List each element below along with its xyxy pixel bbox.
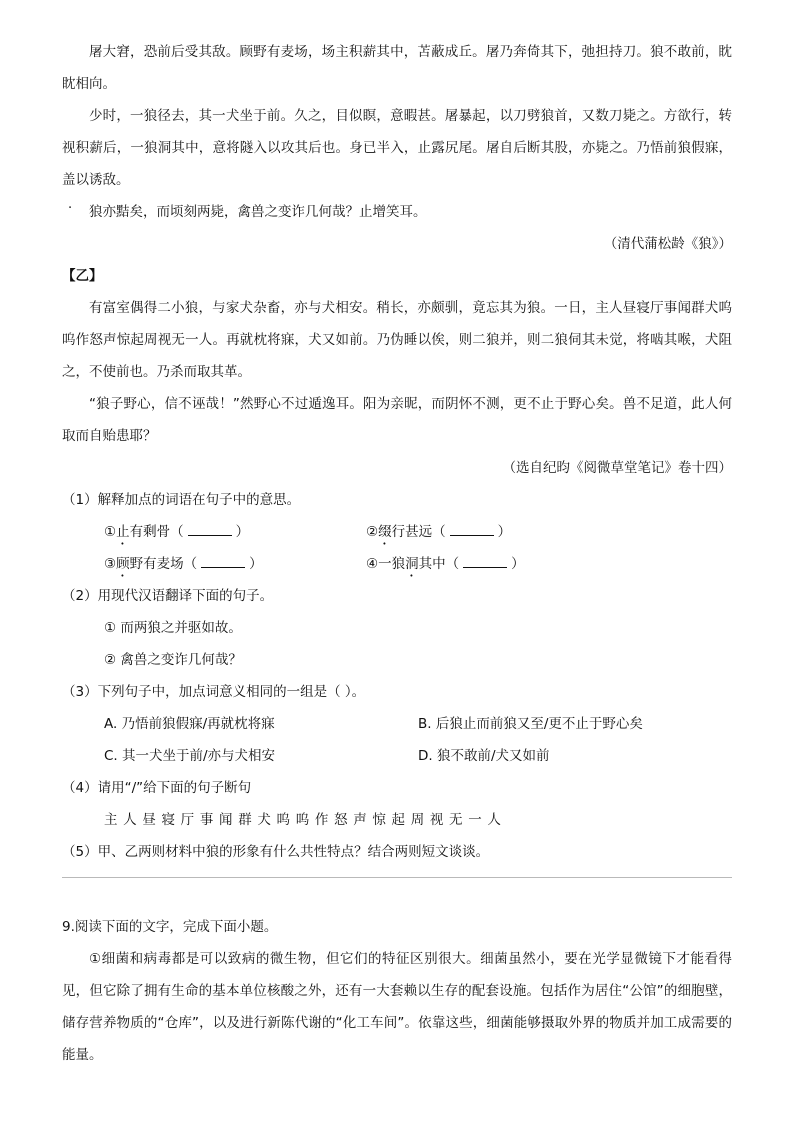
- dotted-word: 止: [116, 524, 130, 540]
- question-4-stem: （4）请用“/”给下面的句子断句: [62, 780, 252, 796]
- section-divider: [62, 877, 732, 878]
- q1-item-3: ③顾野有麦场（ ）: [104, 556, 263, 572]
- question-1-row-2: [62, 548, 732, 580]
- question-1-stem: （1）解释加点的词语在句子中的意思。: [62, 492, 301, 508]
- yi-label: 【乙】: [62, 268, 103, 284]
- q3-option-c[interactable]: C. 其一犬坐于前/亦与犬相安: [104, 748, 276, 764]
- answer-blank[interactable]: [463, 555, 507, 568]
- q4-sentence: 主人昼寝厅事闻群犬呜呜作怒声惊起周视无一人: [104, 812, 507, 828]
- yi-paragraph-1: 有富室偶得二小狼，与家犬杂畜，亦与犬相安。稍长，亦颇驯，竟忘其为狼。一日，主人昼寝厅事闻群犬呜呜作怒声惊起周视无一人。再就枕将寐，犬又如前。乃伪睡以俟，则二狼并，则二狼伺其未觉，将啮其喉，犬阻之，不使前也。乃杀而取其革。: [62, 300, 732, 380]
- jia-paragraph-2: 少时，一狼径去，其一犬坐于前。久之，目似瞑，意暇甚。屠暴起，以刀劈狼首，又数刀毙之。方欲行，转视积薪后，一狼洞其中，意将隧入以攻其后也。身已半入，止露尻尾。屠自后断其股，亦毙之。乃悟前狼假寐，盖以诱敌。: [62, 108, 732, 188]
- answer-blank[interactable]: [188, 523, 232, 536]
- question-1-row-1: [62, 516, 732, 548]
- dotted-word: 缀: [378, 524, 392, 540]
- q3-option-d[interactable]: D. 狼不敢前/犬又如前: [418, 748, 550, 764]
- q2-sentence-2: ② 禽兽之变诈几何哉？: [104, 652, 242, 668]
- q9-paragraph-1: ①细菌和病毒都是可以致病的微生物，但它们的特征区别很大。细菌虽然小，要在光学显微镜下才能看得见，但它除了拥有生命的基本单位核酸之外，还有一大套赖以生存的配套设施。包括作为居住“公馆”的细胞壁，储存营养物质的“仓库”，以及进行新陈代谢的“化工车间”。依靠这些，细菌能够摄取外界的物质并加工成需要的能量。: [62, 951, 732, 1063]
- bullet-dot: ·: [68, 201, 73, 216]
- yi-source: （选自纪昀《阅微草堂笔记》卷十四）: [502, 460, 732, 476]
- answer-blank[interactable]: [201, 555, 245, 568]
- q3-option-b[interactable]: B. 后狼止而前狼又至/更不止于野心矣: [418, 716, 643, 732]
- question-5-stem: （5）甲、乙两则材料中狼的形象有什么共性特点？结合两则短文谈谈。: [62, 844, 490, 860]
- q3-row-2: [62, 740, 732, 772]
- dotted-word: 顾: [116, 556, 130, 572]
- answer-blank[interactable]: [450, 523, 494, 536]
- question-3-stem: （3）下列句子中，加点词意义相同的一组是（ ）。: [62, 684, 366, 700]
- q2-sentence-1: ① 而两狼之并驱如故。: [104, 620, 242, 636]
- dotted-word: 洞: [405, 556, 419, 572]
- jia-source: （清代蒲松龄《狼》）: [603, 236, 732, 252]
- jia-passage: [62, 36, 732, 868]
- q3-option-a[interactable]: A. 乃悟前狼假寐/再就枕将寐: [104, 716, 275, 732]
- question-2-stem: （2）用现代汉语翻译下面的句子。: [62, 588, 274, 604]
- jia-paragraph-1: 屠大窘，恐前后受其敌。顾野有麦场，场主积薪其中，苫蔽成丘。屠乃奔倚其下，弛担持刀。狼不敢前，眈眈相向。: [62, 44, 732, 92]
- question-9-title: 9.阅读下面的文字，完成下面小题。: [62, 919, 278, 935]
- question-9-section: [62, 911, 732, 1071]
- q1-item-2: ②缀行甚远（ ）: [366, 524, 512, 540]
- q1-item-1: ①止有剩骨（ ）: [104, 524, 250, 540]
- jia-paragraph-3: 狼亦黠矣，而顷刻两毙，禽兽之变诈几何哉？止增笑耳。: [89, 204, 427, 220]
- q1-item-4: ④一狼洞其中（ ）: [366, 556, 525, 572]
- yi-paragraph-2: “狼子野心，信不诬哉！”然野心不过遁逸耳。阳为亲昵，而阴怀不测，更不止于野心矣。兽不足道，此人何取而自贻患耶？: [62, 396, 732, 444]
- q3-row-1: [62, 708, 732, 740]
